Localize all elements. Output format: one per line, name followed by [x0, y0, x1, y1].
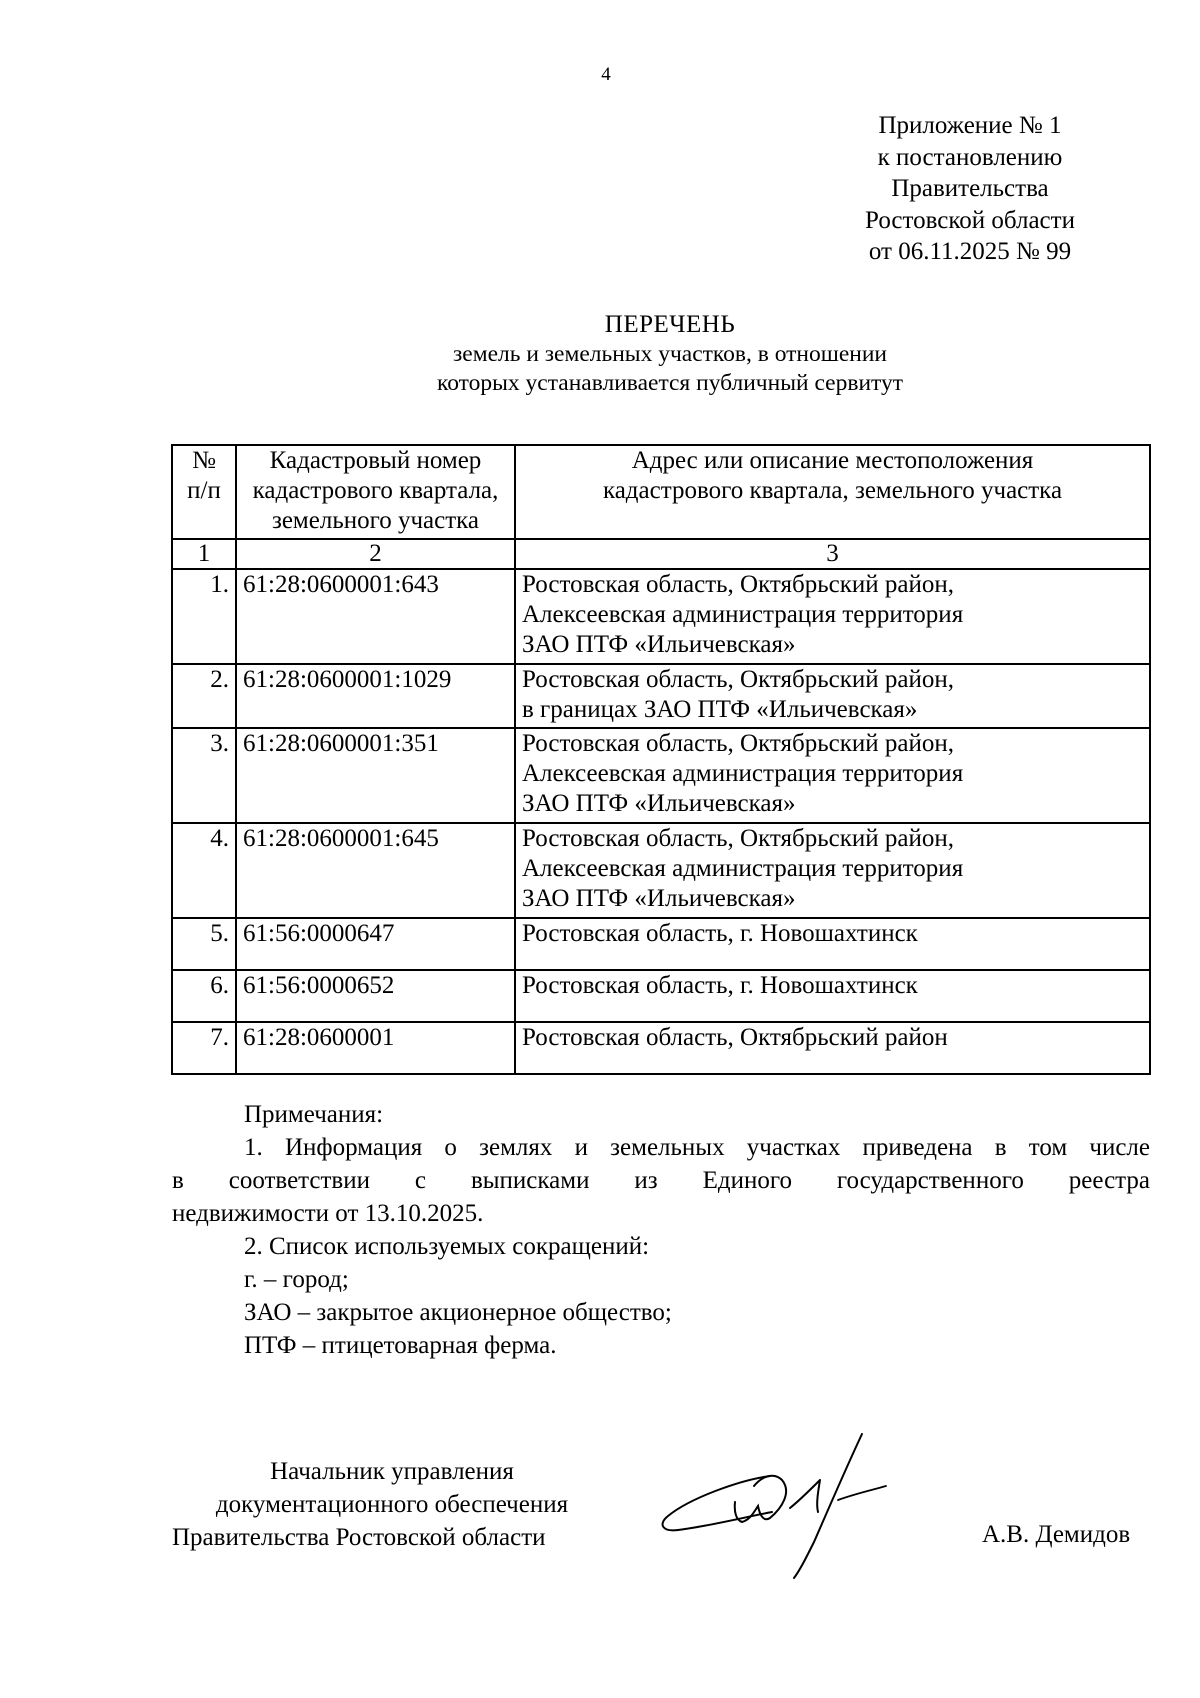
appendix-line-4: Ростовской области: [865, 206, 1075, 234]
table-row: [172, 1022, 1150, 1074]
header-number: № п/п: [172, 445, 236, 539]
column-number: 1: [172, 539, 236, 569]
table-row: [172, 823, 1150, 918]
cadastral-number: 61:28:0600001:1029: [236, 664, 515, 728]
row-number: 4.: [172, 823, 236, 918]
row-number: 2.: [172, 664, 236, 728]
address-cell: Ростовская область, Октябрьский район, в границах ЗАО ПТФ «Ильичевская»: [515, 664, 1150, 728]
address-cell: Ростовская область, Октябрьский район: [515, 1022, 1150, 1074]
document-subtitle-line-2: которых устанавливается публичный сервитут: [437, 370, 903, 396]
appendix-line-3: Правительства: [891, 175, 1049, 202]
table-row: [172, 728, 1150, 823]
abbreviation-3: ПТФ – птицетоварная ферма.: [244, 1332, 557, 1359]
cadastral-number: 61:28:0600001:643: [236, 569, 515, 664]
appendix-line-1: Приложение № 1: [878, 112, 1062, 139]
note-2: 2. Список используемых сокращений:: [244, 1233, 650, 1260]
note-1-line-3: недвижимости от 13.10.2025.: [172, 1200, 484, 1227]
row-number: 6.: [172, 970, 236, 1022]
header-address: Адрес или описание местоположения кадастрового квартала, земельного участка: [515, 445, 1150, 539]
cadastral-number: 61:56:0000647: [236, 918, 515, 970]
address-cell: Ростовская область, г. Новошахтинск: [515, 970, 1150, 1022]
appendix-header: [820, 110, 1120, 268]
table-header-row: [172, 445, 1150, 539]
note-1-line-1: 1. Информация о землях и земельных участках приведена в том числе: [244, 1134, 1150, 1161]
appendix-line-2: к постановлению: [877, 143, 1063, 171]
position-line-1: Начальник управления: [270, 1458, 514, 1485]
land-plots-table: [171, 444, 1151, 1075]
table-column-numbers-row: [172, 539, 1150, 569]
cadastral-number: 61:28:0600001:351: [236, 728, 515, 823]
signatory-name: А.В. Демидов: [982, 1521, 1131, 1548]
address-cell: Ростовская область, г. Новошахтинск: [515, 918, 1150, 970]
signatory-position: [172, 1455, 612, 1554]
document-subtitle-line-1: земель и земельных участков, в отношении: [452, 341, 887, 367]
cadastral-number: 61:28:0600001: [236, 1022, 515, 1074]
row-number: 1.: [172, 569, 236, 664]
table-row: [172, 664, 1150, 728]
table-row: [172, 918, 1150, 970]
address-cell: Ростовская область, Октябрьский район, Алексеевская администрация территория ЗАО ПТФ «Ильичевская»: [515, 823, 1150, 918]
cadastral-number: 61:56:0000652: [236, 970, 515, 1022]
header-cadastral-number: Кадастровый номер кадастрового квартала, земельного участка: [236, 445, 515, 539]
document-title: ПЕРЕЧЕНЬ: [604, 311, 736, 338]
document-heading: [260, 310, 1080, 398]
address-cell: Ростовская область, Октябрьский район, Алексеевская администрация территория ЗАО ПТФ «Ильичевская»: [515, 728, 1150, 823]
address-cell: Ростовская область, Октябрьский район, Алексеевская администрация территория ЗАО ПТФ «Ильичевская»: [515, 569, 1150, 664]
row-number: 5.: [172, 918, 236, 970]
cadastral-number: 61:28:0600001:645: [236, 823, 515, 918]
column-number: 3: [515, 539, 1150, 569]
handwritten-signature: [650, 1420, 950, 1590]
row-number: 3.: [172, 728, 236, 823]
notes-section: [172, 1098, 1150, 1362]
abbreviation-2: ЗАО – закрытое акционерное общество;: [244, 1299, 672, 1326]
position-line-3: Правительства Ростовской области: [172, 1524, 546, 1551]
page-number: 4: [601, 64, 611, 85]
abbreviation-1: г. – город;: [244, 1266, 349, 1293]
note-1-line-2: в соответствии с выписками из Единого государственного реестра: [172, 1167, 1150, 1194]
appendix-line-5: от 06.11.2025 № 99: [868, 238, 1072, 265]
table-row: [172, 970, 1150, 1022]
notes-heading: Примечания:: [244, 1101, 384, 1128]
position-line-2: документационного обеспечения: [215, 1491, 569, 1518]
row-number: 7.: [172, 1022, 236, 1074]
table-row: [172, 569, 1150, 664]
column-number: 2: [236, 539, 515, 569]
